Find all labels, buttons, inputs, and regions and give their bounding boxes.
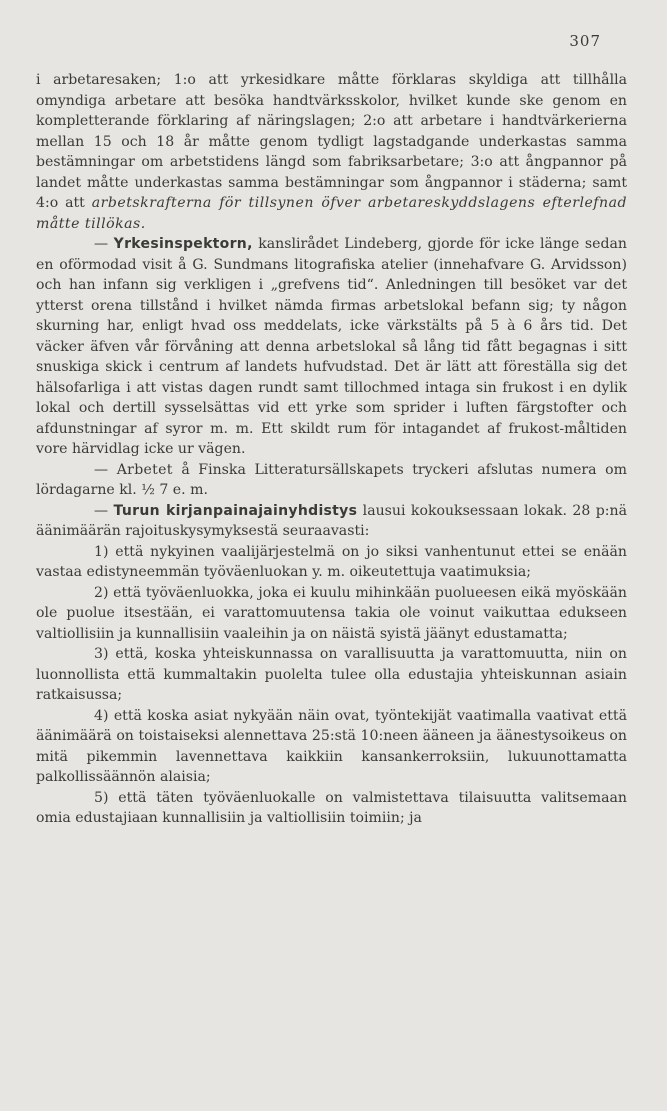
list-item-5: 5) että täten työväenluokalle on valmistettava tilaisuutta valitsemaan omia edustajiaan kunnallisiin ja valtiollisiin toimiin; ja (36, 789, 627, 826)
page-number: 307 (569, 32, 601, 50)
paragraph-inspector-dash: — (94, 236, 114, 252)
paragraph-inspector-text: kanslirådet Lindeberg, gjorde för icke länge sedan en oförmodad visit å G. Sundmans litografiska atelier (innehafvare G. Arvidsson) och han infann sig verkligen i „grefvens tid“. Anledningen till besöket var det ytterst orena tillstånd i hvilket nämda firmas arbetslokal befann sig; ty någon skurning har, enligt hvad oss meddelats, icke värkstälts på 5 à 6 års tid. Det väcker äfven vår förvåning att denna arbetslokal så lång tid fått begagnas i sitt snuskiga skick i centrum af landets hufvudstad. Det är lätt att föreställa sig det hälsofarliga i att vistas dagen rundt samt tillochmed intaga sin frukost i en dylik lokal och dertill sysselsättas vid ett yrke som sprider i luften färgstofter och afdunstningar af syror m. m. Ett skildt rum för intagandet af frukost-måltiden vore härvidlag icke ur vägen. (36, 236, 628, 457)
paragraph-worker-safety-italic: arbetskrafterna för tillsynen öfver arbetareskyddslagens efterlefnad måtte tillökas. (36, 195, 628, 232)
paragraph-work (36, 460, 627, 501)
list-item-2: 2) että työväenluokka, joka ei kuulu mihinkään puolueesen eikä myöskään ole puolue itsestään, ei varattomuutensa takia ole voinut vaikuttaa edukseen valtiollisiin ja kunnallisiin vaaleihin ja on näistä syistä jäänyt edustamatta; (36, 584, 627, 642)
list-item-4: 4) että koska asiat nykyään näin ovat, työntekijät vaatimalla vaativat että äänimäärä on toistaiseksi alennettava 25:stä 10:neen ääneen ja äänestysoikeus on mitä pikemmin lavennettava kaikkiin kansankerroksiin, lukuunottamatta palkollissäännön alaisia; (36, 707, 627, 785)
body-text (36, 70, 627, 829)
list-item-3: 3) että, koska yhteiskunnassa on varallisuutta ja varattomuutta, niin on luonnollista että kummaltakin puolelta tulee olla edustajia yhteiskunnan asiain ratkaisussa; (36, 646, 627, 703)
paragraph-worker-safety-text: i arbetaresaken; 1:o att yrkesidkare måtte förklaras skyldiga att tillhålla omyndiga arbetare att besöka handtvärksskolor, hvilket kunde ske genom en kompletterande förklaring af näringslagen; 2:o att arbetare i handtvärkerierna mellan 15 och 18 år måtte genom tydligt lagstadgande underkastas samma bestämningar om arbetstidens längd som fabriksarbetare; 3:o att ångpannor på landet måtte underkastas samma bestämningar som ångpannor i städerna; samt 4:o att (36, 72, 627, 211)
paragraph-inspector-lead: Yrkesinspektorn, (113, 236, 253, 252)
paragraph-worker-safety (36, 70, 627, 234)
paragraph-work-lead: Arbetet (116, 461, 173, 478)
paragraph-work-dash: — (94, 461, 117, 478)
paragraph-turku-dash: — (94, 502, 114, 519)
list-item-1: 1) että nykyinen vaalijärjestelmä on jo siksi vanhentunut ettei se enään vastaa edistyneemmän työväenluokan y. m. oikeutettuja vaatimuksia; (36, 543, 627, 580)
paragraph-turku-lead: Turun kirjanpainajainyhdistys (113, 502, 358, 519)
paragraph-turku-text: lausui kokouksessaan lokak. 28 p:nä äänimäärän rajoituskysymyksestä seuraavasti: (36, 502, 627, 539)
paragraph-inspector (36, 234, 627, 460)
paragraph-turku-printers (36, 501, 627, 542)
paragraph-work-text: å Finska Litteratursällskapets tryckeri afslutas numera om lördagarne kl. ½ 7 e. m. (36, 461, 627, 498)
